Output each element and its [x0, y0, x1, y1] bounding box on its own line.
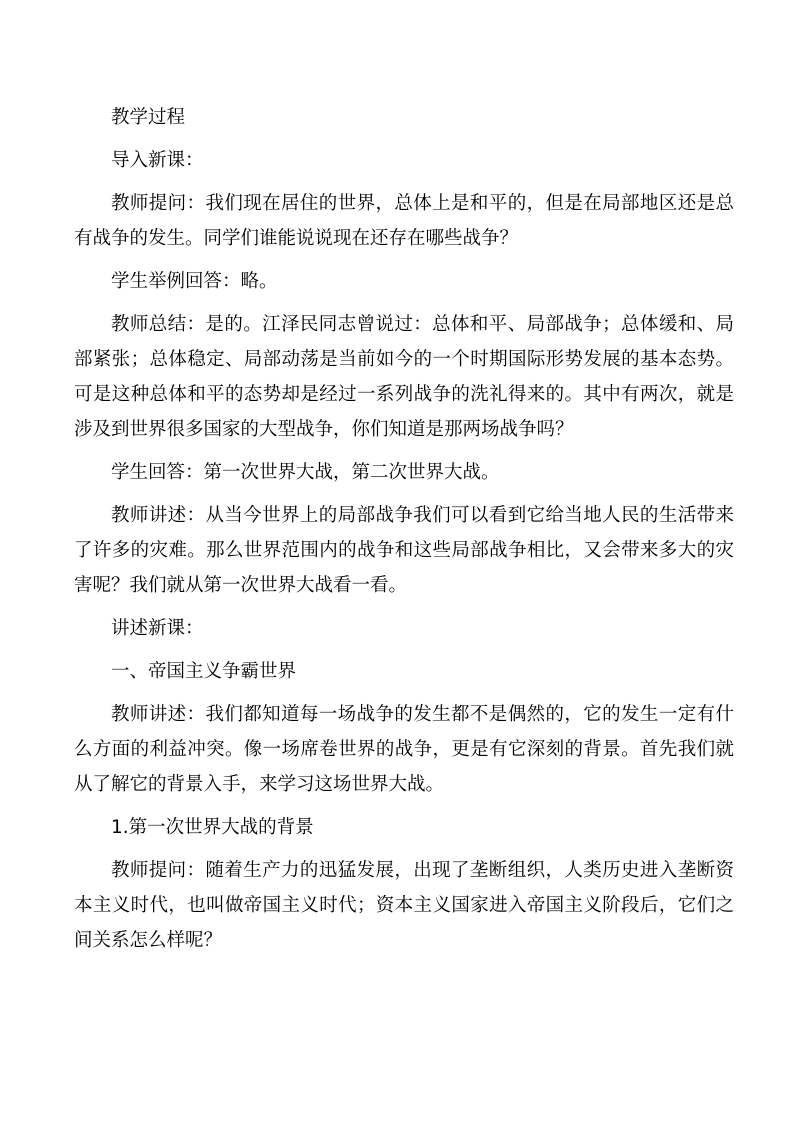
- paragraph-teacher-question-1: 教师提问：我们现在居住的世界，总体上是和平的，但是在局部地区还是总有战争的发生。同学们谁能说说现在还存在哪些战争？: [74, 193, 734, 249]
- subsection-heading-background: 1.第一次世界大战的背景: [111, 817, 314, 838]
- paragraph-teacher-question-2: 教师提问：随着生产力的迅猛发展，出现了垄断组织，人类历史进入垄断资本主义时代，也叫做帝国主义时代；资本主义国家进入帝国主义阶段后，它们之间关系怎么样呢？: [74, 860, 734, 951]
- paragraph-teacher-narration-1: 教师讲述：从当今世界上的局部战争我们可以看到它给当地人民的生活带来了许多的灾难。那么世界范围内的战争和这些局部战争相比，又会带来多大的灾害呢？我们就从第一次世界大战看一看。: [74, 505, 734, 596]
- section-heading-teaching-process: 教学过程: [111, 107, 186, 128]
- section-heading-new-lesson: 讲述新课：: [111, 618, 204, 639]
- document-body: [74, 100, 734, 966]
- paragraph-student-answer-2: 学生回答：第一次世界大战，第二次世界大战。: [111, 462, 500, 483]
- paragraph-teacher-narration-2: 教师讲述：我们都知道每一场战争的发生都不是偶然的，它的发生一定有什么方面的利益冲突。像一场席卷世界的战争，更是有它深刻的背景。首先我们就从了解它的背景入手，来学习这场世界大战。: [74, 704, 734, 795]
- paragraph-teacher-summary: 教师总结：是的。江泽民同志曾说过：总体和平、局部战争；总体缓和、局部紧张；总体稳定、局部动荡是当前如今的一个时期国际形势发展的基本态势。可是这种总体和平的态势却是经过一系列战争的洗礼得来的。其中有两次，就是涉及到世界很多国家的大型战争，你们知道是那两场战争吗？: [74, 314, 734, 440]
- section-heading-imperialism: 一、帝国主义争霸世界: [111, 661, 297, 682]
- section-heading-intro: 导入新课：: [111, 150, 204, 171]
- paragraph-student-answer-1: 学生举例回答：略。: [111, 271, 278, 292]
